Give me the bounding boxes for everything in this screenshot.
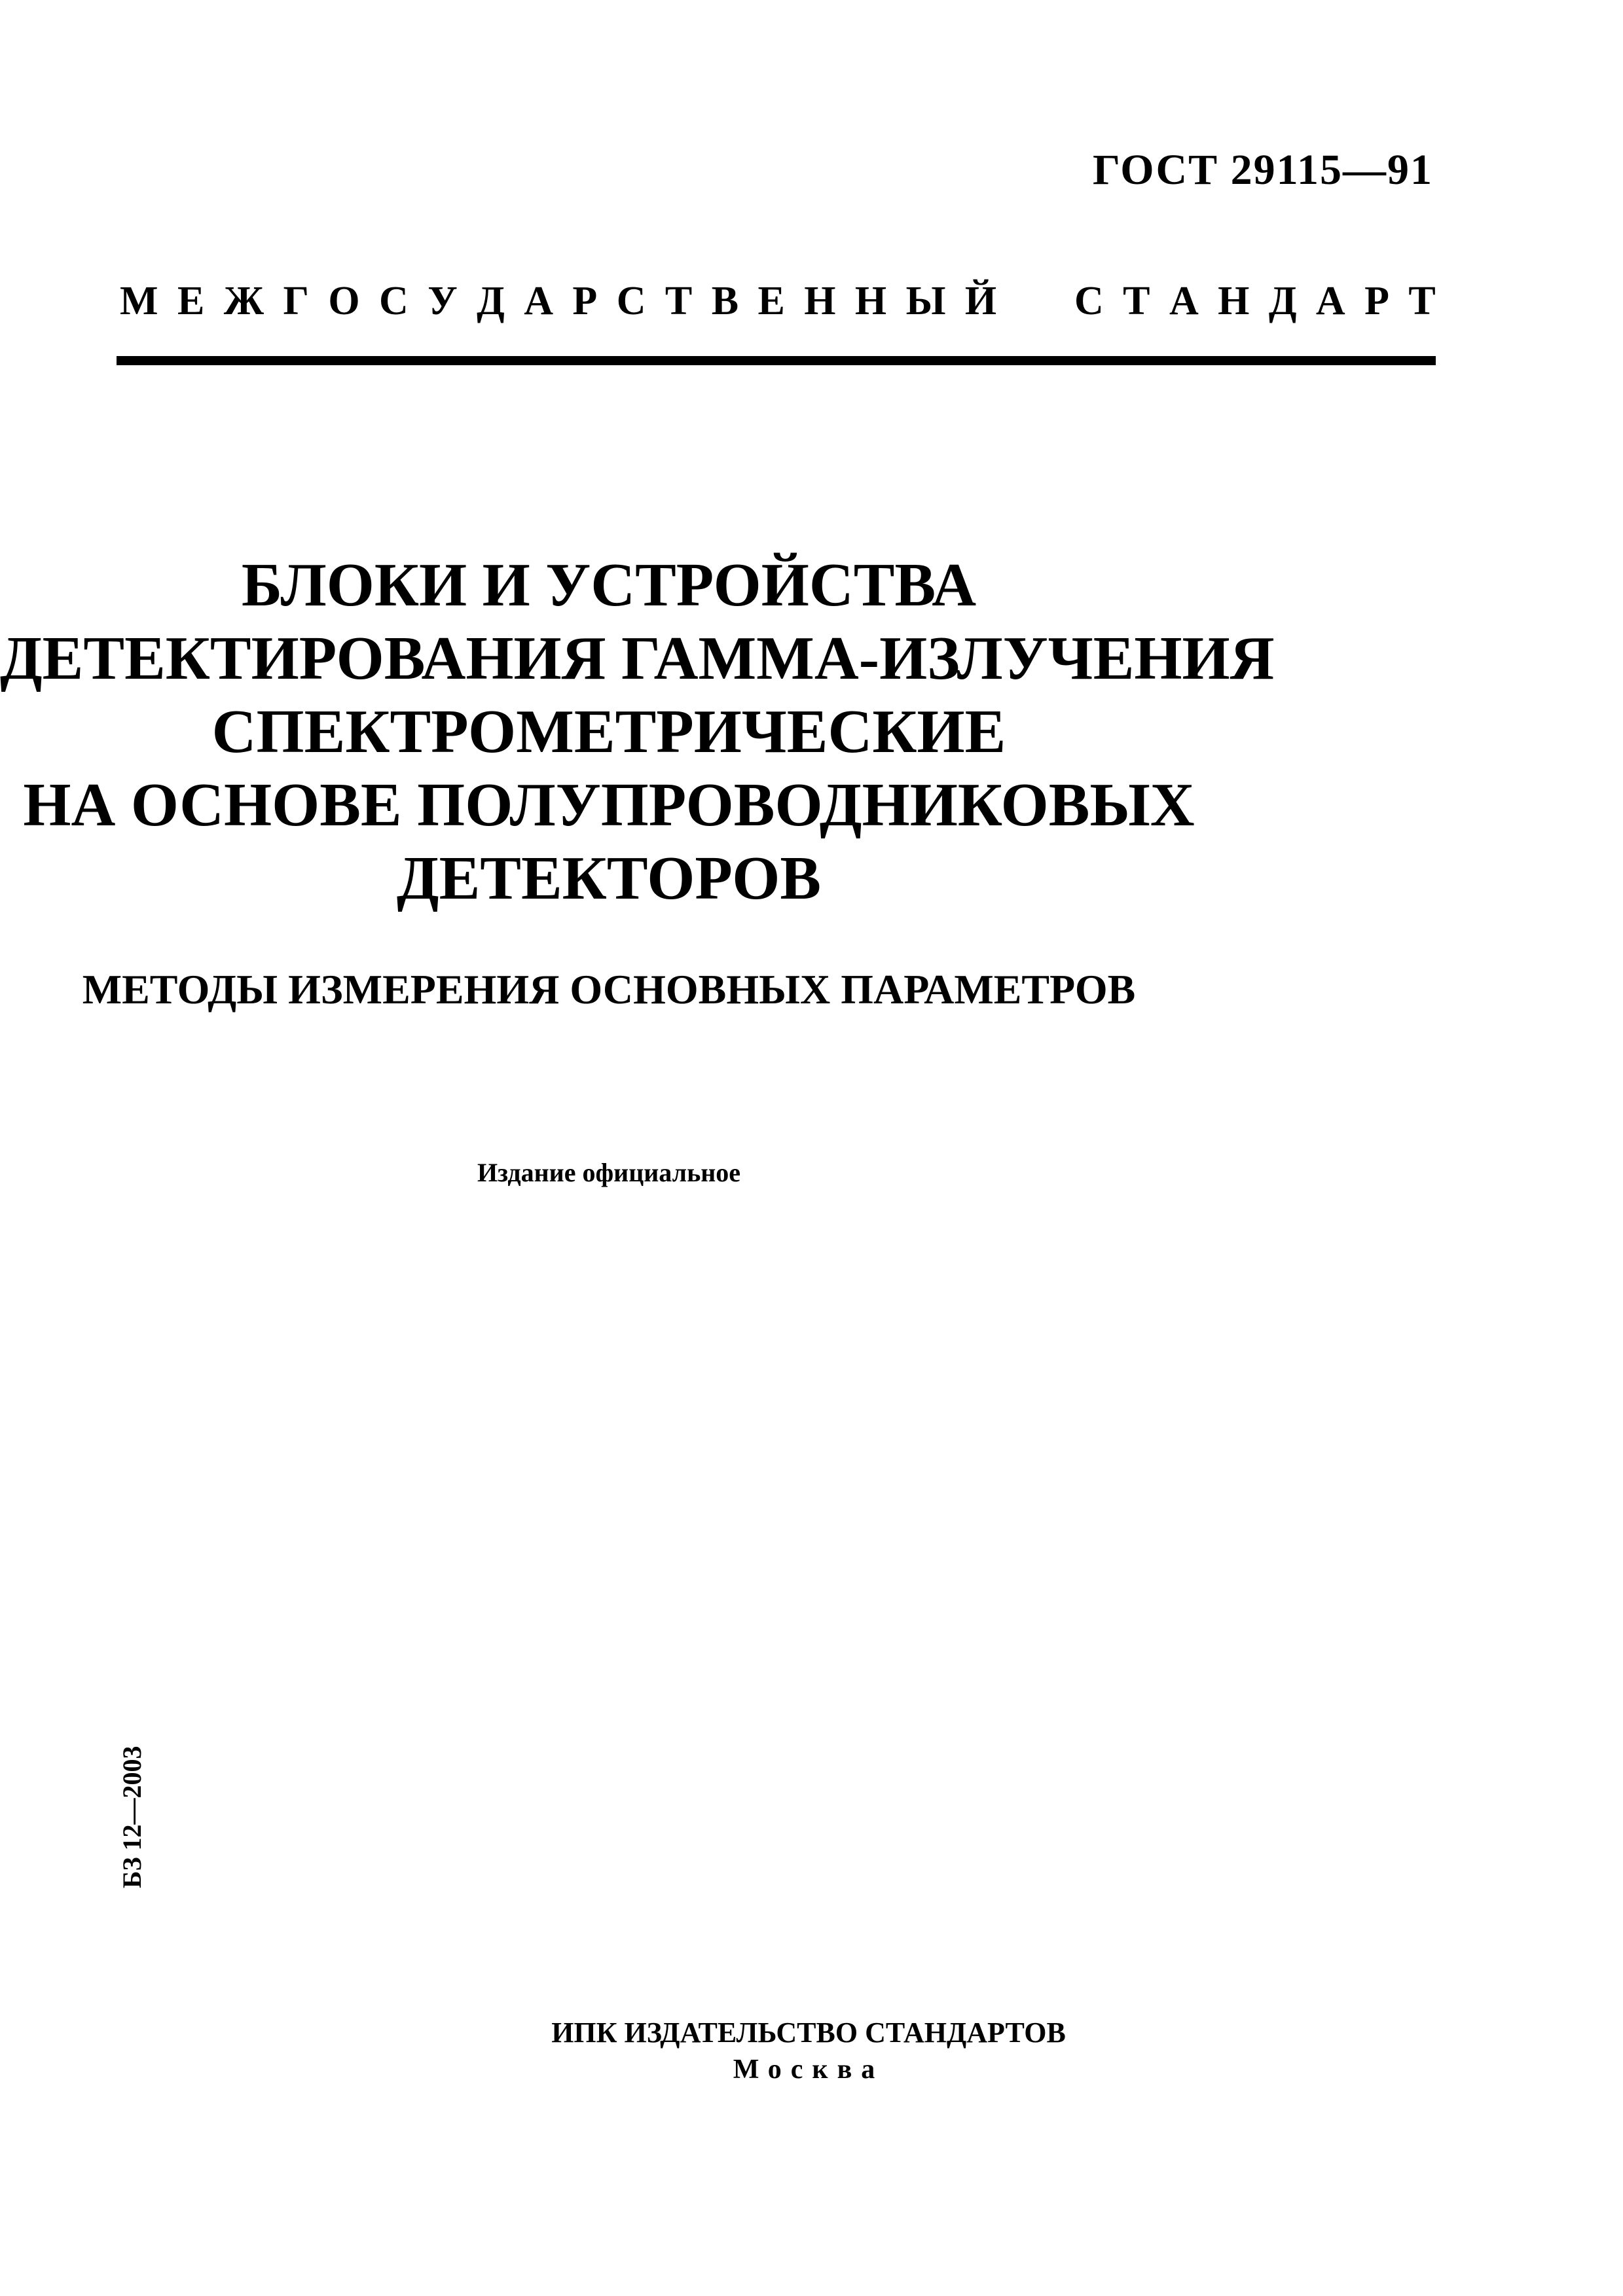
- heading-letter: Е: [177, 279, 205, 323]
- heading-letter: А: [1315, 279, 1345, 323]
- heading-letter: Д: [477, 279, 505, 323]
- heading-letter: Н: [804, 279, 836, 323]
- document-number: ГОСТ 29115—91: [1092, 146, 1433, 194]
- heading-letter: Т: [1408, 279, 1436, 323]
- title-line: ДЕТЕКТИРОВАНИЯ ГАММА-ИЗЛУЧЕНИЯ: [0, 624, 1275, 692]
- heading-letter: Т: [665, 279, 693, 323]
- heading-letter: Г: [283, 279, 309, 323]
- side-code: БЗ 12—2003: [117, 1746, 147, 1888]
- heading-letter: Н: [1218, 279, 1250, 323]
- title-line: ДЕТЕКТОРОВ: [396, 844, 822, 912]
- title-line: БЛОКИ И УСТРОЙСТВА: [241, 551, 977, 619]
- heading-letter: Е: [757, 279, 785, 323]
- heading-letter: Ж: [223, 279, 264, 323]
- heading-letter: В: [711, 279, 739, 323]
- heading-letter: Н: [854, 279, 887, 323]
- standard-type-heading: [120, 278, 1436, 325]
- document-subtitle: МЕТОДЫ ИЗМЕРЕНИЯ ОСНОВНЫХ ПАРАМЕТРОВ: [82, 966, 1136, 1013]
- heading-letter: Р: [572, 279, 598, 323]
- heading-letter: С: [379, 279, 409, 323]
- title-line: СПЕКТРОМЕТРИЧЕСКИЕ: [211, 698, 1006, 766]
- heading-letter: С: [1074, 279, 1104, 323]
- heading-letter: Ы: [905, 279, 946, 323]
- heading-letter: М: [120, 279, 158, 323]
- publisher-city: Москва: [733, 2054, 884, 2085]
- edition-label: Издание официальное: [477, 1158, 741, 1187]
- heading-letter: А: [524, 279, 553, 323]
- heading-letter: Р: [1364, 279, 1389, 323]
- document-title: [0, 548, 1275, 915]
- heading-letter: Д: [1268, 279, 1297, 323]
- title-line: НА ОСНОВЕ ПОЛУПРОВОДНИКОВЫХ: [23, 771, 1195, 839]
- publisher-name: ИПК ИЗДАТЕЛЬСТВО СТАНДАРТОВ: [551, 2017, 1066, 2049]
- heading-letter: О: [328, 279, 360, 323]
- heading-letter: Й: [964, 279, 997, 323]
- word-gap: [1016, 278, 1055, 325]
- heading-letter: С: [616, 279, 646, 323]
- header-rule: [117, 356, 1436, 365]
- heading-letter: Т: [1123, 279, 1150, 323]
- heading-letter: А: [1169, 279, 1199, 323]
- heading-letter: У: [428, 279, 458, 323]
